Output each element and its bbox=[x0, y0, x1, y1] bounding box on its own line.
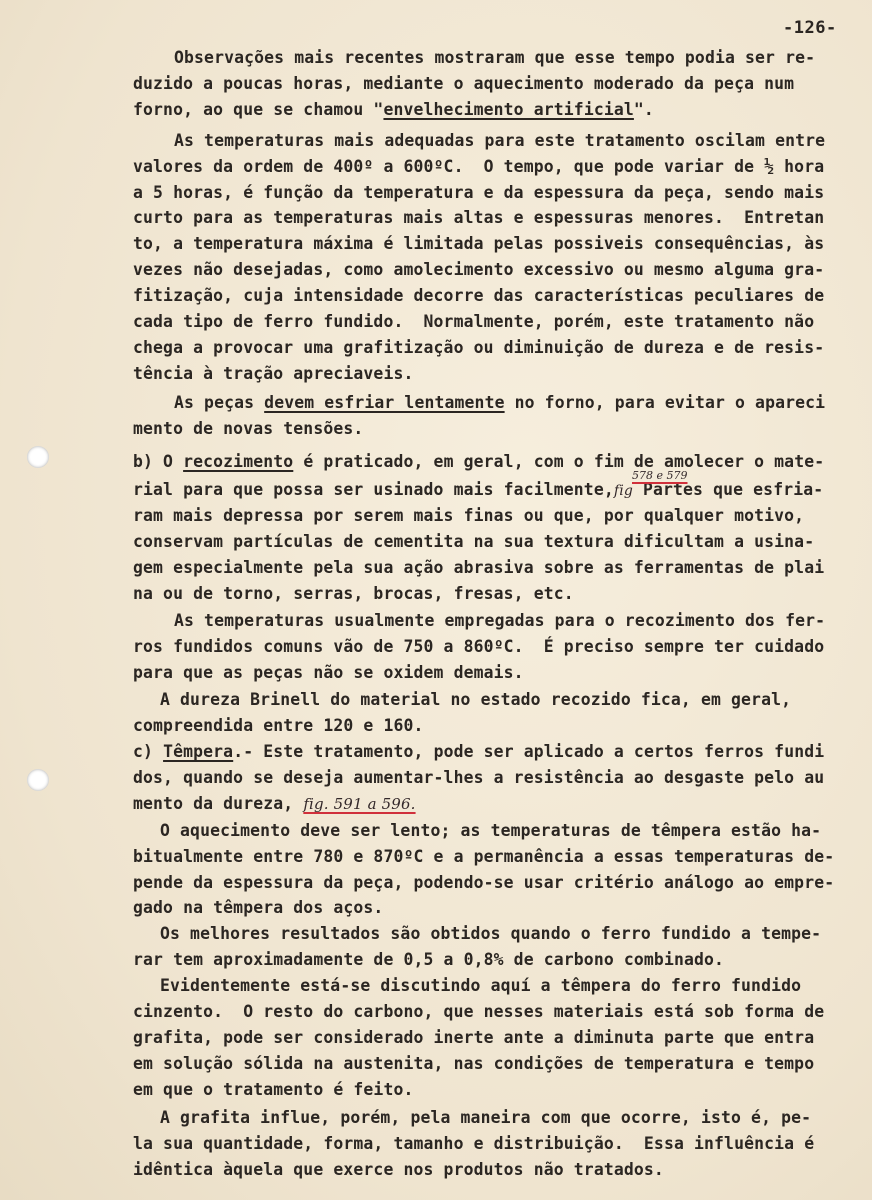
text-line: A dureza Brinell do material no estado recozido fica, em geral, bbox=[160, 690, 792, 709]
section-term: recozimento bbox=[183, 452, 294, 471]
text-segment: .- Este tratamento, pode ser aplicado a certos ferros fundi bbox=[233, 742, 825, 761]
text-line: curto para as temperaturas mais altas e espessuras menores. Entretan bbox=[133, 208, 825, 227]
text-segment: rial para que possa ser usinado mais facilmente, bbox=[133, 480, 614, 499]
text-line: gado na têmpera dos aços. bbox=[133, 898, 384, 917]
text-line: compreendida entre 120 e 160. bbox=[133, 716, 424, 735]
text-line: a 5 horas, é função da temperatura e da espessura da peça, sendo mais bbox=[133, 183, 825, 202]
text-line: chega a provocar uma grafitização ou diminuição de dureza e de resis- bbox=[133, 338, 825, 357]
text-segment: As peças bbox=[174, 393, 265, 412]
text-line: Evidentemente está-se discutindo aquí a têmpera do ferro fundido bbox=[160, 976, 802, 995]
text-line bbox=[133, 452, 824, 471]
text-line bbox=[133, 794, 416, 813]
text-line: em solução sólida na austenita, nas condições de temperatura e tempo bbox=[133, 1054, 815, 1073]
underlined-phrase: devem esfriar lentamente bbox=[264, 393, 505, 412]
text-line: cada tipo de ferro fundido. Normalmente, porém, este tratamento não bbox=[133, 312, 815, 331]
text-line: conservam partículas de cementita na sua textura dificultam a usina- bbox=[133, 532, 815, 551]
handwritten-figure-ref: fig bbox=[613, 483, 633, 499]
text-line: O aquecimento deve ser lento; as temperaturas de têmpera estão ha- bbox=[160, 821, 822, 840]
text-segment: mento da dureza, bbox=[133, 794, 294, 813]
text-line bbox=[133, 100, 654, 119]
text-line: la sua quantidade, forma, tamanho e distribuição. Essa influência é bbox=[133, 1134, 815, 1153]
underlined-term: envelhecimento artificial bbox=[383, 100, 634, 119]
text-segment: c) bbox=[133, 742, 164, 761]
text-line: ram mais depressa por serem mais finas ou que, por qualquer motivo, bbox=[133, 506, 805, 525]
text-line: pende da espessura da peça, podendo-se usar critério análogo ao empre- bbox=[133, 873, 835, 892]
text-line: para que as peças não se oxidem demais. bbox=[133, 663, 524, 682]
binder-hole bbox=[27, 769, 49, 791]
text-line: na ou de torno, serras, brocas, fresas, etc. bbox=[133, 584, 574, 603]
text-line: gem especialmente pela sua ação abrasiva sobre as ferramentas de plai bbox=[133, 558, 825, 577]
handwritten-figure-numbers: 578 e 579 bbox=[632, 469, 688, 482]
text-line: As temperaturas mais adequadas para este tratamento oscilam entre bbox=[174, 131, 826, 150]
text-line: ros fundidos comuns vão de 750 a 860ºC. É preciso sempre ter cuidado bbox=[133, 637, 825, 656]
text-line: cinzento. O resto do carbono, que nesses materiais está sob forma de bbox=[133, 1002, 825, 1021]
text-line: vezes não desejadas, como amolecimento excessivo ou mesmo alguma gra- bbox=[133, 260, 825, 279]
page-number: -126- bbox=[783, 18, 837, 38]
text-line: Os melhores resultados são obtidos quando o ferro fundido a tempe- bbox=[160, 924, 822, 943]
text-line: fitização, cuja intensidade decorre das características peculiares de bbox=[133, 286, 825, 305]
text-line: idêntica àquela que exerce nos produtos não tratados. bbox=[133, 1160, 664, 1179]
text-line: tência à tração apreciaveis. bbox=[133, 364, 414, 383]
text-line: to, a temperatura máxima é limitada pelas possiveis consequências, às bbox=[133, 234, 825, 253]
text-segment: Partes que esfria- bbox=[632, 480, 824, 499]
text-line: rar tem aproximadamente de 0,5 a 0,8% de carbono combinado. bbox=[133, 950, 725, 969]
text-line: As temperaturas usualmente empregadas para o recozimento dos fer- bbox=[174, 611, 826, 630]
text-line: mento de novas tensões. bbox=[133, 419, 364, 438]
text-line: dos, quando se deseja aumentar-lhes a resistência ao desgaste pelo au bbox=[133, 768, 825, 787]
text-line bbox=[133, 480, 823, 499]
binder-hole bbox=[27, 446, 49, 468]
handwritten-figure-ref: fig. 591 a 596. bbox=[303, 795, 416, 813]
text-line bbox=[133, 742, 824, 761]
text-segment: forno, ao que se chamou " bbox=[133, 100, 384, 119]
text-line: duzido a poucas horas, mediante o aquecimento moderado da peça num bbox=[133, 74, 795, 93]
text-line: bitualmente entre 780 e 870ºC e a permanência a essas temperaturas de- bbox=[133, 847, 835, 866]
text-segment: ". bbox=[633, 100, 654, 119]
text-line: Observações mais recentes mostraram que esse tempo podia ser re- bbox=[174, 48, 816, 67]
text-segment: é praticado, em geral, com o fim de amolecer o mate- bbox=[293, 452, 825, 471]
text-line: valores da ordem de 400º a 600ºC. O tempo, que pode variar de ½ hora bbox=[133, 157, 825, 176]
section-term: Têmpera bbox=[163, 742, 234, 761]
text-line: em que o tratamento é feito. bbox=[133, 1080, 414, 1099]
text-line: A grafita influe, porém, pela maneira com que ocorre, isto é, pe- bbox=[160, 1108, 812, 1127]
text-line: grafita, pode ser considerado inerte ante a diminuta parte que entra bbox=[133, 1028, 815, 1047]
text-line bbox=[174, 393, 825, 412]
text-segment: b) O bbox=[133, 452, 184, 471]
text-segment: no forno, para evitar o apareci bbox=[504, 393, 826, 412]
